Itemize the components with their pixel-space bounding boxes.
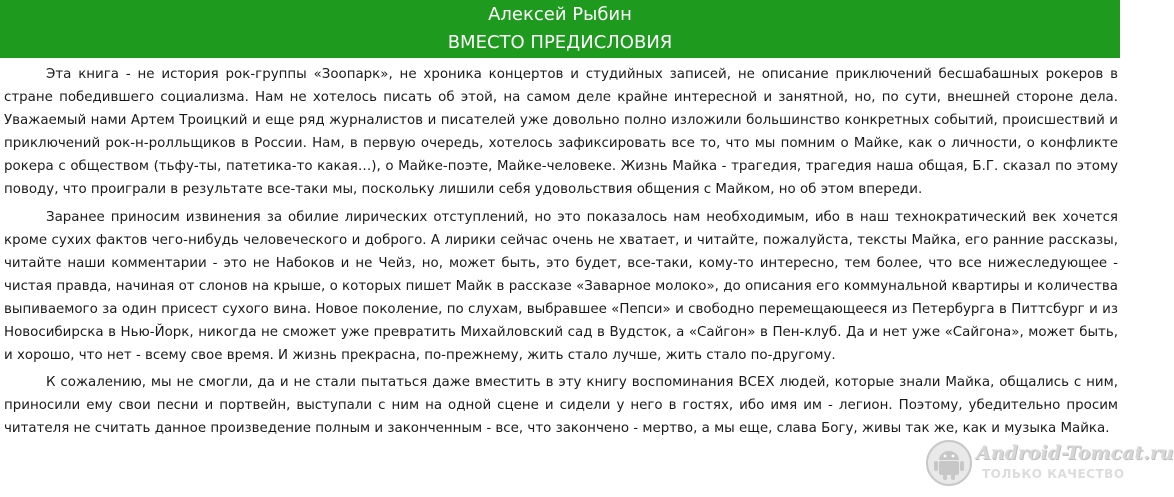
- watermark-slogan: ТОЛЬКО КАЧЕСТВО: [982, 467, 1125, 481]
- paragraph-2: Заранее приносим извинения за обилие лирических отступлений, но это показалось нам необходимым, ибо в наш технократический век хочется кроме сухих фактов чего-нибудь человеческого и доброго. А лирики сейчас очень не хватает, и читайте, пожалуйста, тексты Майка, его ранние рассказы, читайте наши комментарии - это не Набоков и не Чейз, но, может быть, это будет, все-таки, кому-то интересно, тем более, что все нижеследующее - чистая правда, начиная от слонов на крыше, о которых пишет Майк в рассказе «Заварное молоко», до описания его коммунальной квартиры и количества выпиваемого за один присест сухого вина. Новое поколение, по слухам, выбравшее «Пепси» и свободно перемещающееся из Петербурга в Питтсбург и из Новосибирска в Нью-Йорк, никогда не сможет уже превратить Михайловский сад в Вудсток, а «Сайгон» в Пен-клуб. Да и нет уже «Сайгона», может быть, и хорошо, что нет - всему свое время. И жизнь прекрасна, по-прежнему, жить стало лучше, жить стало по-другому.: [4, 209, 1118, 364]
- paragraph-3: К сожалению, мы не смогли, да и не стали пытаться даже вместить в эту книгу воспоминания ВСЕХ людей, которые знали Майка, общались с ним, приносили ему свои песни и портвейн, выступали с ним на одной сцене и сидели у него в гостях, ибо имя им - легион. Поэтому, убедительно просим читателя не считать данное произведение полным и законченным - все, что закончено - мертво, а мы еще, слава Богу, живы так же, как и музыка Майка.: [4, 375, 1118, 437]
- android-logo-icon: [924, 438, 974, 488]
- chapter-title: ВМЕСТО ПРЕДИСЛОВИЯ: [447, 32, 673, 53]
- site-watermark: [924, 438, 1174, 492]
- watermark-site-name: Android-Tomcat.ru: [976, 442, 1174, 464]
- paragraph-1: Эта книга - не история рок-группы «Зоопарк», не хроника концертов и студийных записей, не описание приключений бесшабашных рокеров в стране победившего социализма. Нам не хотелось писать об этой, на самом деле крайне интересной и занятной, но, по сути, внешней стороне дела. Уважаемый нами Артем Троицкий и еще ряд журналистов и писателей уже довольно полно изложили большинство конкретных событий, происшествий и приключений рок-н-ролльщиков в России. Нам, в первую очередь, хотелось зафиксировать все то, что мы помним о Майке, как о личности, о конфликте рокера с обществом (тьфу-ты, патетика-то какая…), о Майке-поэте, Майке-человеке. Жизнь Майка - трагедия, трагедия наша общая, Б.Г. сказал по этому поводу, что проиграли в результате все-таки мы, поскольку лишили себя удовольствия общения с Майком, но об этом впереди.: [4, 67, 1118, 198]
- header-banner: [0, 0, 1120, 58]
- author-name: Алексей Рыбин: [488, 4, 632, 25]
- article-body: [0, 58, 1120, 441]
